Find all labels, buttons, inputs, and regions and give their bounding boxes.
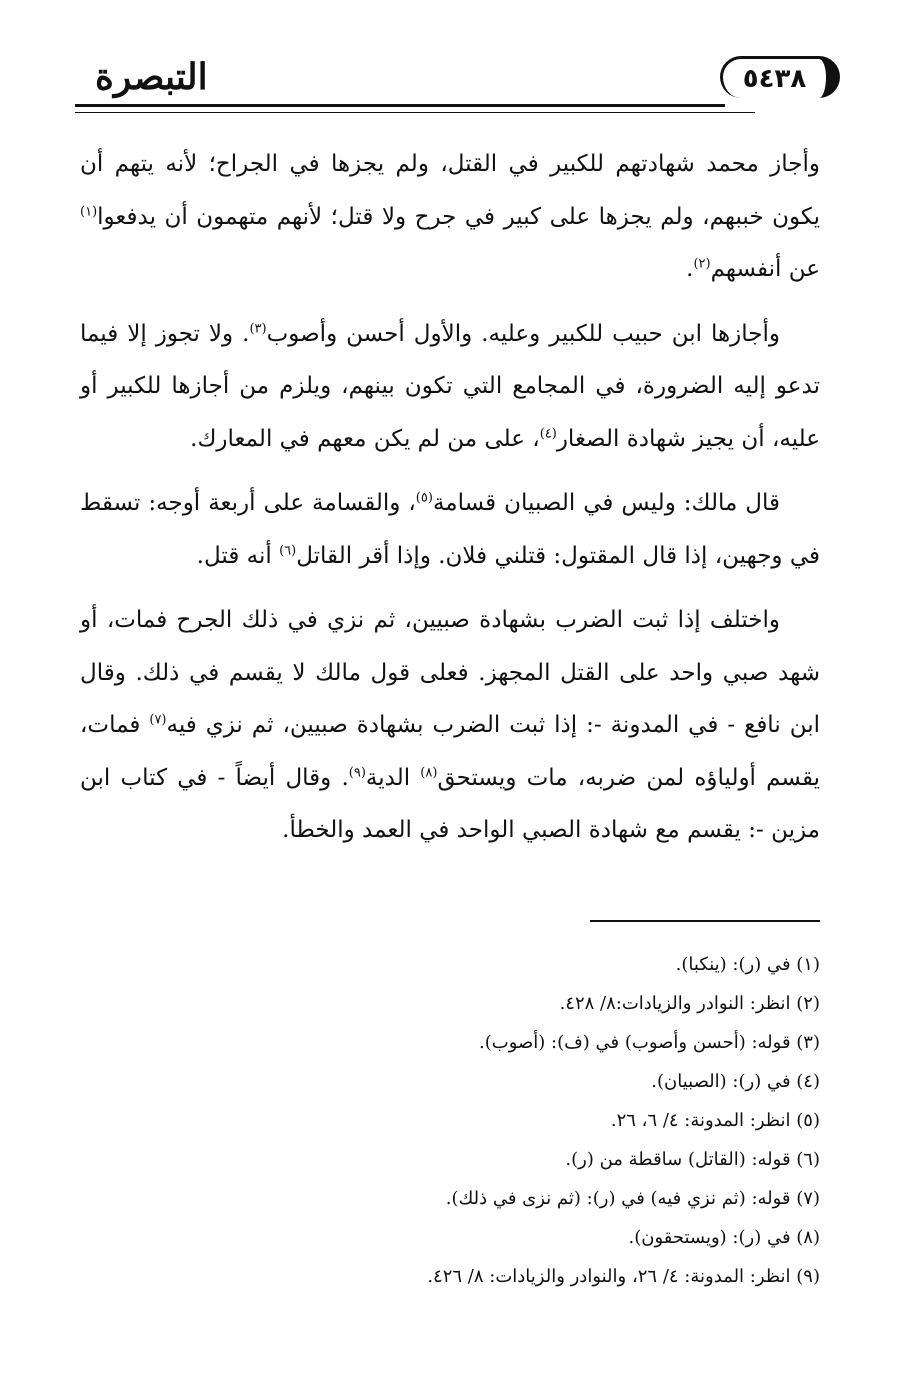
footnote-ref[interactable]: (٥) xyxy=(415,490,433,506)
footnote-ref[interactable]: (٧) xyxy=(149,712,167,728)
book-title: التبصرة xyxy=(95,56,208,98)
footnote-item: (٢) انظر: النوادر والزيادات:٨/ ٤٢٨. xyxy=(559,993,820,1014)
header-rule xyxy=(75,104,725,107)
footnote-item: (٨) في (ر): (ويستحقون). xyxy=(628,1227,820,1248)
page-number-frame xyxy=(720,56,840,98)
paragraph-2 xyxy=(80,308,820,466)
paragraph-text: الدية xyxy=(365,764,421,791)
footnote-separator xyxy=(590,920,820,922)
paragraph-text: . ولا تجوز إلا فيما تدعو إليه الضرورة، في المجامع التي تكون بينهم، ويلزم من أجازها للكبير أو عليه، أن يجيز شهادة الصغار xyxy=(80,320,820,452)
footnote-ref[interactable]: (٤) xyxy=(539,425,557,441)
paragraph-3 xyxy=(80,477,820,582)
paragraph-4 xyxy=(80,594,820,857)
footnote-item: (٣) قوله: (أحسن وأصوب) في (ف): (أصوب). xyxy=(479,1032,820,1053)
footnote-item: (٤) في (ر): (الصبيان). xyxy=(651,1071,820,1092)
footnotes xyxy=(80,945,820,1296)
header-rule-thin xyxy=(75,112,755,113)
footnote-item: (٥) انظر: المدونة: ٤/ ٦، ٢٦. xyxy=(610,1110,820,1131)
paragraph-text: وأجاز محمد شهادتهم للكبير في القتل، ولم يجزها في الجراح؛ لأنه يتهم أن يكون خببهم، ولم يجزها على كبير في جرح ولا قتل؛ لأنهم متهمون أن يدفعوا xyxy=(80,151,820,230)
paragraph-1 xyxy=(80,138,820,296)
paragraph-text: واختلف إذا ثبت الضرب بشهادة صبيين، ثم نزي في ذلك الجرح فمات، أو شهد صبي واحد على القتل المجهز. فعلى قول مالك لا يقسم في ذلك. وقال ابن نافع - في المدونة -: إذا ثبت الضرب بشهادة صبيين، ثم نزي فيه xyxy=(80,607,820,738)
footnote-item: (٦) قوله: (القاتل) ساقطة من (ر). xyxy=(565,1149,820,1170)
paragraph-text: . وقال أيضاً - في كتاب ابن مزين -: يقسم مع شهادة الصبي الواحد في العمد والخطأ. xyxy=(80,764,820,843)
paragraph-text: فمات، يقسم أولياؤه لمن ضربه، مات ويستحق xyxy=(80,712,820,791)
footnote-item: (١) في (ر): (ينكبا). xyxy=(675,954,820,975)
footnote-item: (٩) انظر: المدونة: ٤/ ٢٦، والنوادر والزيادات: ٨/ ٤٢٦. xyxy=(427,1266,820,1287)
footnote-ref[interactable]: (٨) xyxy=(420,764,438,780)
paragraph-text: قال مالك: وليس في الصبيان قسامة xyxy=(432,490,780,516)
paragraph-text: عن أنفسهم xyxy=(710,256,820,282)
footnote-ref[interactable]: (٩) xyxy=(348,764,366,780)
paragraph-text: ، والقسامة على أربعة أوجه: تسقط في وجهين، إذا قال المقتول: قتلني فلان. وإذا أقر القاتل xyxy=(80,490,820,569)
main-text xyxy=(80,138,820,869)
paragraph-text: ، على من لم يكن معهم في المعارك. xyxy=(190,425,540,452)
paragraph-text: . xyxy=(686,256,694,282)
footnote-ref[interactable]: (١) xyxy=(80,203,98,219)
page-number: ٥٤٣٨ xyxy=(742,63,807,94)
footnote-ref[interactable]: (٦) xyxy=(279,542,297,558)
footnote-ref[interactable]: (٣) xyxy=(249,320,267,336)
page-header xyxy=(40,50,840,110)
paragraph-text: وأجازها ابن حبيب للكبير وعليه. والأول أحسن وأصوب xyxy=(266,320,780,347)
footnote-ref[interactable]: (٢) xyxy=(693,256,711,272)
paragraph-text: أنه قتل. xyxy=(196,542,280,569)
footnote-item: (٧) قوله: (ثم نزي فيه) في (ر): (ثم نزى في ذلك). xyxy=(445,1188,820,1209)
